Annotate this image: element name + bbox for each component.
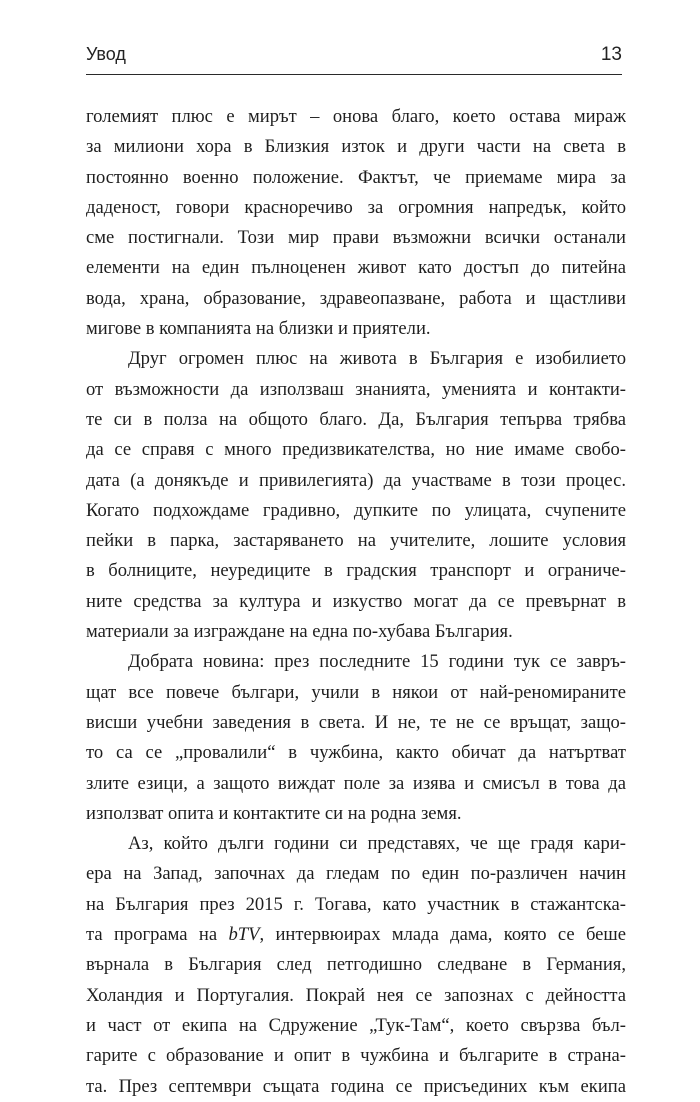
text-line: и част от екипа на Сдружение „Тук-Там“, което свързва бъл- <box>86 1014 626 1036</box>
text-line: злите езици, а защото виждат поле за изява и смисъл в това да <box>86 772 626 794</box>
text-line: те си в полза на общото благо. Да, България тепърва трябва <box>86 408 626 430</box>
text-line: Друг огромен плюс на живота в България е изобилието <box>128 348 626 370</box>
chapter-title: Увод <box>86 44 126 64</box>
text-line: вода, храна, образование, здравеопазване, работа и щастливи <box>86 287 626 309</box>
text-line: на България през 2015 г. Тогава, като участник в стажантска- <box>86 893 626 915</box>
text-line: Холандия и Португалия. Покрай нея се запознах с дейността <box>86 984 626 1006</box>
text-line: материали за изграждане на една по-хубава България. <box>86 621 513 643</box>
text-line: Когато подхождаме градивно, дупките по улицата, счупените <box>86 499 626 521</box>
text-line: та. През септември същата година се присъединих към екипа <box>86 1075 626 1097</box>
paragraph <box>86 647 626 829</box>
text-line: то са се „провалили“ в чужбина, както обичат да натъртват <box>86 742 626 764</box>
paragraph <box>86 102 626 344</box>
text-line: щат все повече българи, учили в някои от най-реномираните <box>86 681 626 703</box>
text-line: висши учебни заведения в света. И не, те не се връщат, защо- <box>86 711 626 733</box>
text-line: постоянно военно положение. Фактът, че приемаме мира за <box>86 166 626 188</box>
text-line: та програма на bTV, интервюирах млада дама, която се беше <box>86 924 626 946</box>
text-line: Добрата новина: през последните 15 години тук се завръ- <box>128 651 626 673</box>
text-line: в болниците, неуредиците в градския транспорт и ограниче- <box>86 560 626 582</box>
paragraph <box>86 829 626 1102</box>
text-line: елементи на един пълноценен живот като достъп до питейна <box>86 257 626 279</box>
text-line: мигове в компанията на близки и приятели. <box>86 318 431 340</box>
text-line: даденост, говори красноречиво за огромния напредък, който <box>86 196 626 218</box>
body-text <box>86 102 626 1102</box>
text-line: ера на Запад, започнах да гледам по един по-различен начин <box>86 863 626 885</box>
text-line: гарите с образование и опит в чужбина и българите в страна- <box>86 1045 626 1067</box>
text-line: да се справя с много предизвикателства, но ние имаме свобо- <box>86 439 626 461</box>
text-line: дата (а донякъде и привилегията) да участваме в този процес. <box>86 469 626 491</box>
text-line: пейки в парка, застаряването на учителите, лошите условия <box>86 530 626 552</box>
text-line: за милиони хора в Близкия изток и други части на света в <box>86 136 626 158</box>
text-line: големият плюс е мирът – онова благо, което остава мираж <box>86 106 626 127</box>
page-number: 13 <box>600 44 622 65</box>
text-line: сме постигнали. Този мир прави възможни всички останали <box>86 227 626 249</box>
text-line: от възможности да използваш знанията, уменията и контакти- <box>86 378 626 400</box>
paragraph <box>86 344 626 647</box>
text-line: върнала в България след петгодишно следване в Германия, <box>86 954 626 976</box>
text-line: Аз, който дълги години си представях, че ще градя кари- <box>128 833 626 855</box>
running-header <box>86 40 622 75</box>
text-line: ните средства за култура и изкуство могат да се превърнат в <box>86 590 626 612</box>
text-line: използват опита и контактите си на родна земя. <box>86 802 462 824</box>
